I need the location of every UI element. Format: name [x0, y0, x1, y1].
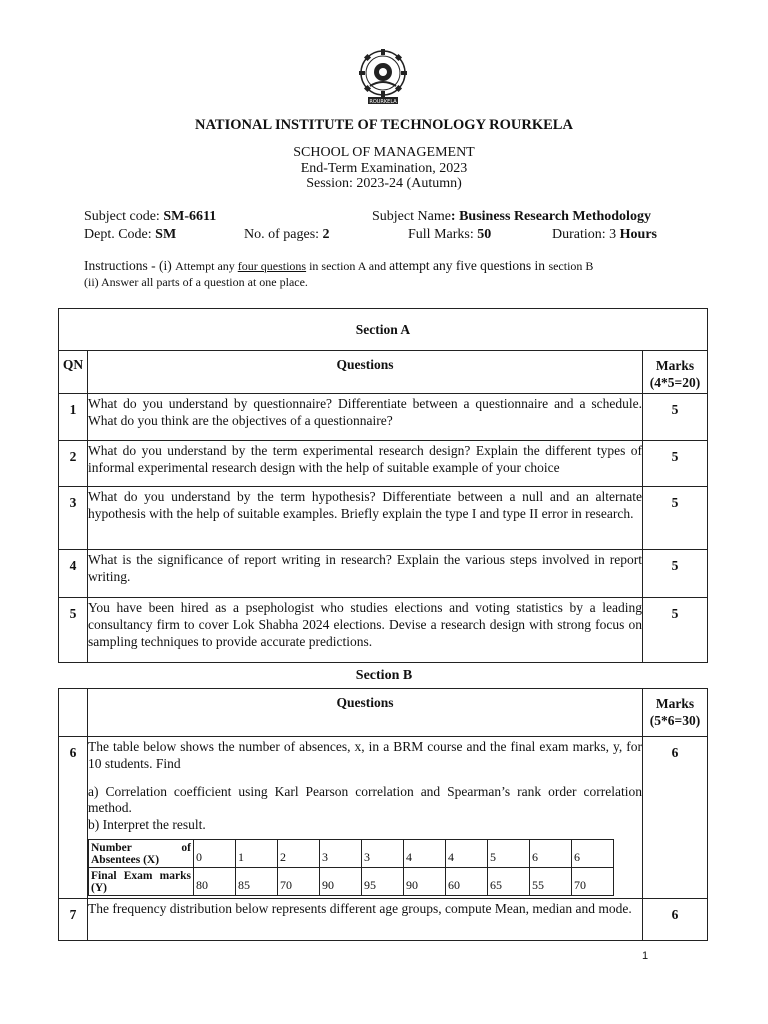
question-text: What do you understand by the term hypothesis? Differentiate between a null and an alternate hypothesis with the help of suitable examples. Briefly explain the type I and type II error in research. [88, 487, 643, 550]
q6-intro: The table below shows the number of absences, x, in a BRM course and the final exam marks, y, for 10 students. Find [88, 739, 642, 771]
cell: 6 [530, 840, 572, 868]
logo-caption: ROURKELA [369, 99, 397, 105]
question-text: What is the significance of report writing in research? Explain the various steps involved in report writing. [88, 550, 643, 598]
question-text: What do you understand by the term experimental research design? Explain the different types of informal experimental research design with the help of suitable example of your choice [88, 441, 643, 487]
question-row [59, 550, 708, 598]
instructions-line-1: Instructions - (i) Attempt any four questions in section A and attempt any five questions in section B [84, 258, 594, 273]
instructions [84, 258, 593, 290]
section-a-table [58, 308, 708, 663]
question-row [59, 487, 708, 550]
dept-code-value: SM [155, 227, 177, 242]
subject-name: Subject Name: Business Research Methodology [372, 209, 651, 224]
cell: 95 [362, 868, 404, 896]
duration-unit: Hours [619, 227, 657, 242]
question-number: 3 [59, 487, 88, 550]
subject-code: Subject code: SM-6611 [84, 209, 217, 224]
subject-name-value: : Business Research Methodology [450, 209, 651, 224]
cell: 4 [404, 840, 446, 868]
q6-part-a: a) Correlation coefficient using Karl Pearson correlation and Spearman’s rank order correlation method. [88, 784, 642, 815]
question-row [59, 441, 708, 487]
instructions-underlined: four questions [237, 259, 307, 273]
section-a-title: Section A [59, 309, 708, 351]
question-marks: 6 [643, 737, 708, 899]
exam-name: End-Term Examination, 2023 [300, 160, 468, 176]
question-row [59, 899, 708, 941]
instructions-line-2: (ii) Answer all parts of a question at one place. [84, 275, 308, 289]
question-text [88, 737, 643, 899]
col-questions-header: Questions [88, 351, 643, 394]
question-row [59, 737, 708, 899]
cell: 70 [278, 868, 320, 896]
question-text: What do you understand by questionnaire? Differentiate between a questionnaire and a schedule. What do you think are the objectives of a questionnaire? [88, 394, 643, 441]
school-name: SCHOOL OF MANAGEMENT [293, 145, 475, 160]
data-row-x [89, 840, 614, 868]
question-row [59, 394, 708, 441]
cell: 60 [446, 868, 488, 896]
pages-value: 2 [322, 227, 330, 242]
subject-code-value: SM-6611 [163, 209, 217, 224]
cell: 70 [572, 868, 614, 896]
section-b-table [58, 688, 708, 941]
q6-part-b: b) Interpret the result. [88, 817, 206, 832]
duration: Duration: 3 Hours [552, 227, 657, 242]
question-marks: 5 [643, 598, 708, 663]
full-marks-value: 50 [477, 227, 492, 242]
q6-data-table [88, 839, 614, 896]
no-of-pages: No. of pages: 2 [244, 227, 330, 242]
question-text: You have been hired as a psephologist who studies elections and voting statistics by a leading consultancy firm to cover Lok Shabha 2024 elections. Devise a research design with strong focus on sampling techniques to provide accurate predictions. [88, 598, 643, 663]
cell: 3 [320, 840, 362, 868]
question-marks: 5 [643, 394, 708, 441]
cell: 5 [488, 840, 530, 868]
question-marks: 5 [643, 441, 708, 487]
cell: 2 [278, 840, 320, 868]
question-number: 6 [59, 737, 88, 899]
question-number: 7 [59, 899, 88, 941]
cell: 80 [194, 868, 236, 896]
question-marks: 6 [643, 899, 708, 941]
data-row-y [89, 868, 614, 896]
question-number: 1 [59, 394, 88, 441]
question-marks: 5 [643, 487, 708, 550]
institute-name: NATIONAL INSTITUTE OF TECHNOLOGY ROURKELA [195, 117, 573, 133]
cell: 1 [236, 840, 278, 868]
cell: 65 [488, 868, 530, 896]
section-b-title: Section B [355, 668, 413, 683]
row-label: Final Exam marks (Y) [89, 868, 194, 896]
dept-code: Dept. Code: SM [84, 227, 177, 242]
cell: 55 [530, 868, 572, 896]
cell: 6 [572, 840, 614, 868]
cell: 90 [320, 868, 362, 896]
question-number: 5 [59, 598, 88, 663]
exam-heading [0, 145, 768, 192]
cell: 4 [446, 840, 488, 868]
col-questions-header: Questions [88, 689, 643, 737]
cell: 85 [236, 868, 278, 896]
question-marks: 5 [643, 550, 708, 598]
question-text: The frequency distribution below represents different age groups, compute Mean, median and mode. [88, 899, 643, 941]
col-qn-header: QN [59, 351, 88, 394]
question-number: 2 [59, 441, 88, 487]
cell: 3 [362, 840, 404, 868]
session: Session: 2023-24 (Autumn) [306, 176, 462, 191]
question-number: 4 [59, 550, 88, 598]
page-number: 1 [642, 950, 649, 962]
col-marks-header: Marks (5*6=30) [643, 689, 708, 737]
cell: 0 [194, 840, 236, 868]
col-marks-header: Marks (4*5=20) [643, 351, 708, 394]
cell: 90 [404, 868, 446, 896]
institute-logo [358, 48, 408, 106]
full-marks: Full Marks: 50 [408, 227, 492, 242]
question-row [59, 598, 708, 663]
row-label: Number of Absentees (X) [89, 840, 194, 868]
